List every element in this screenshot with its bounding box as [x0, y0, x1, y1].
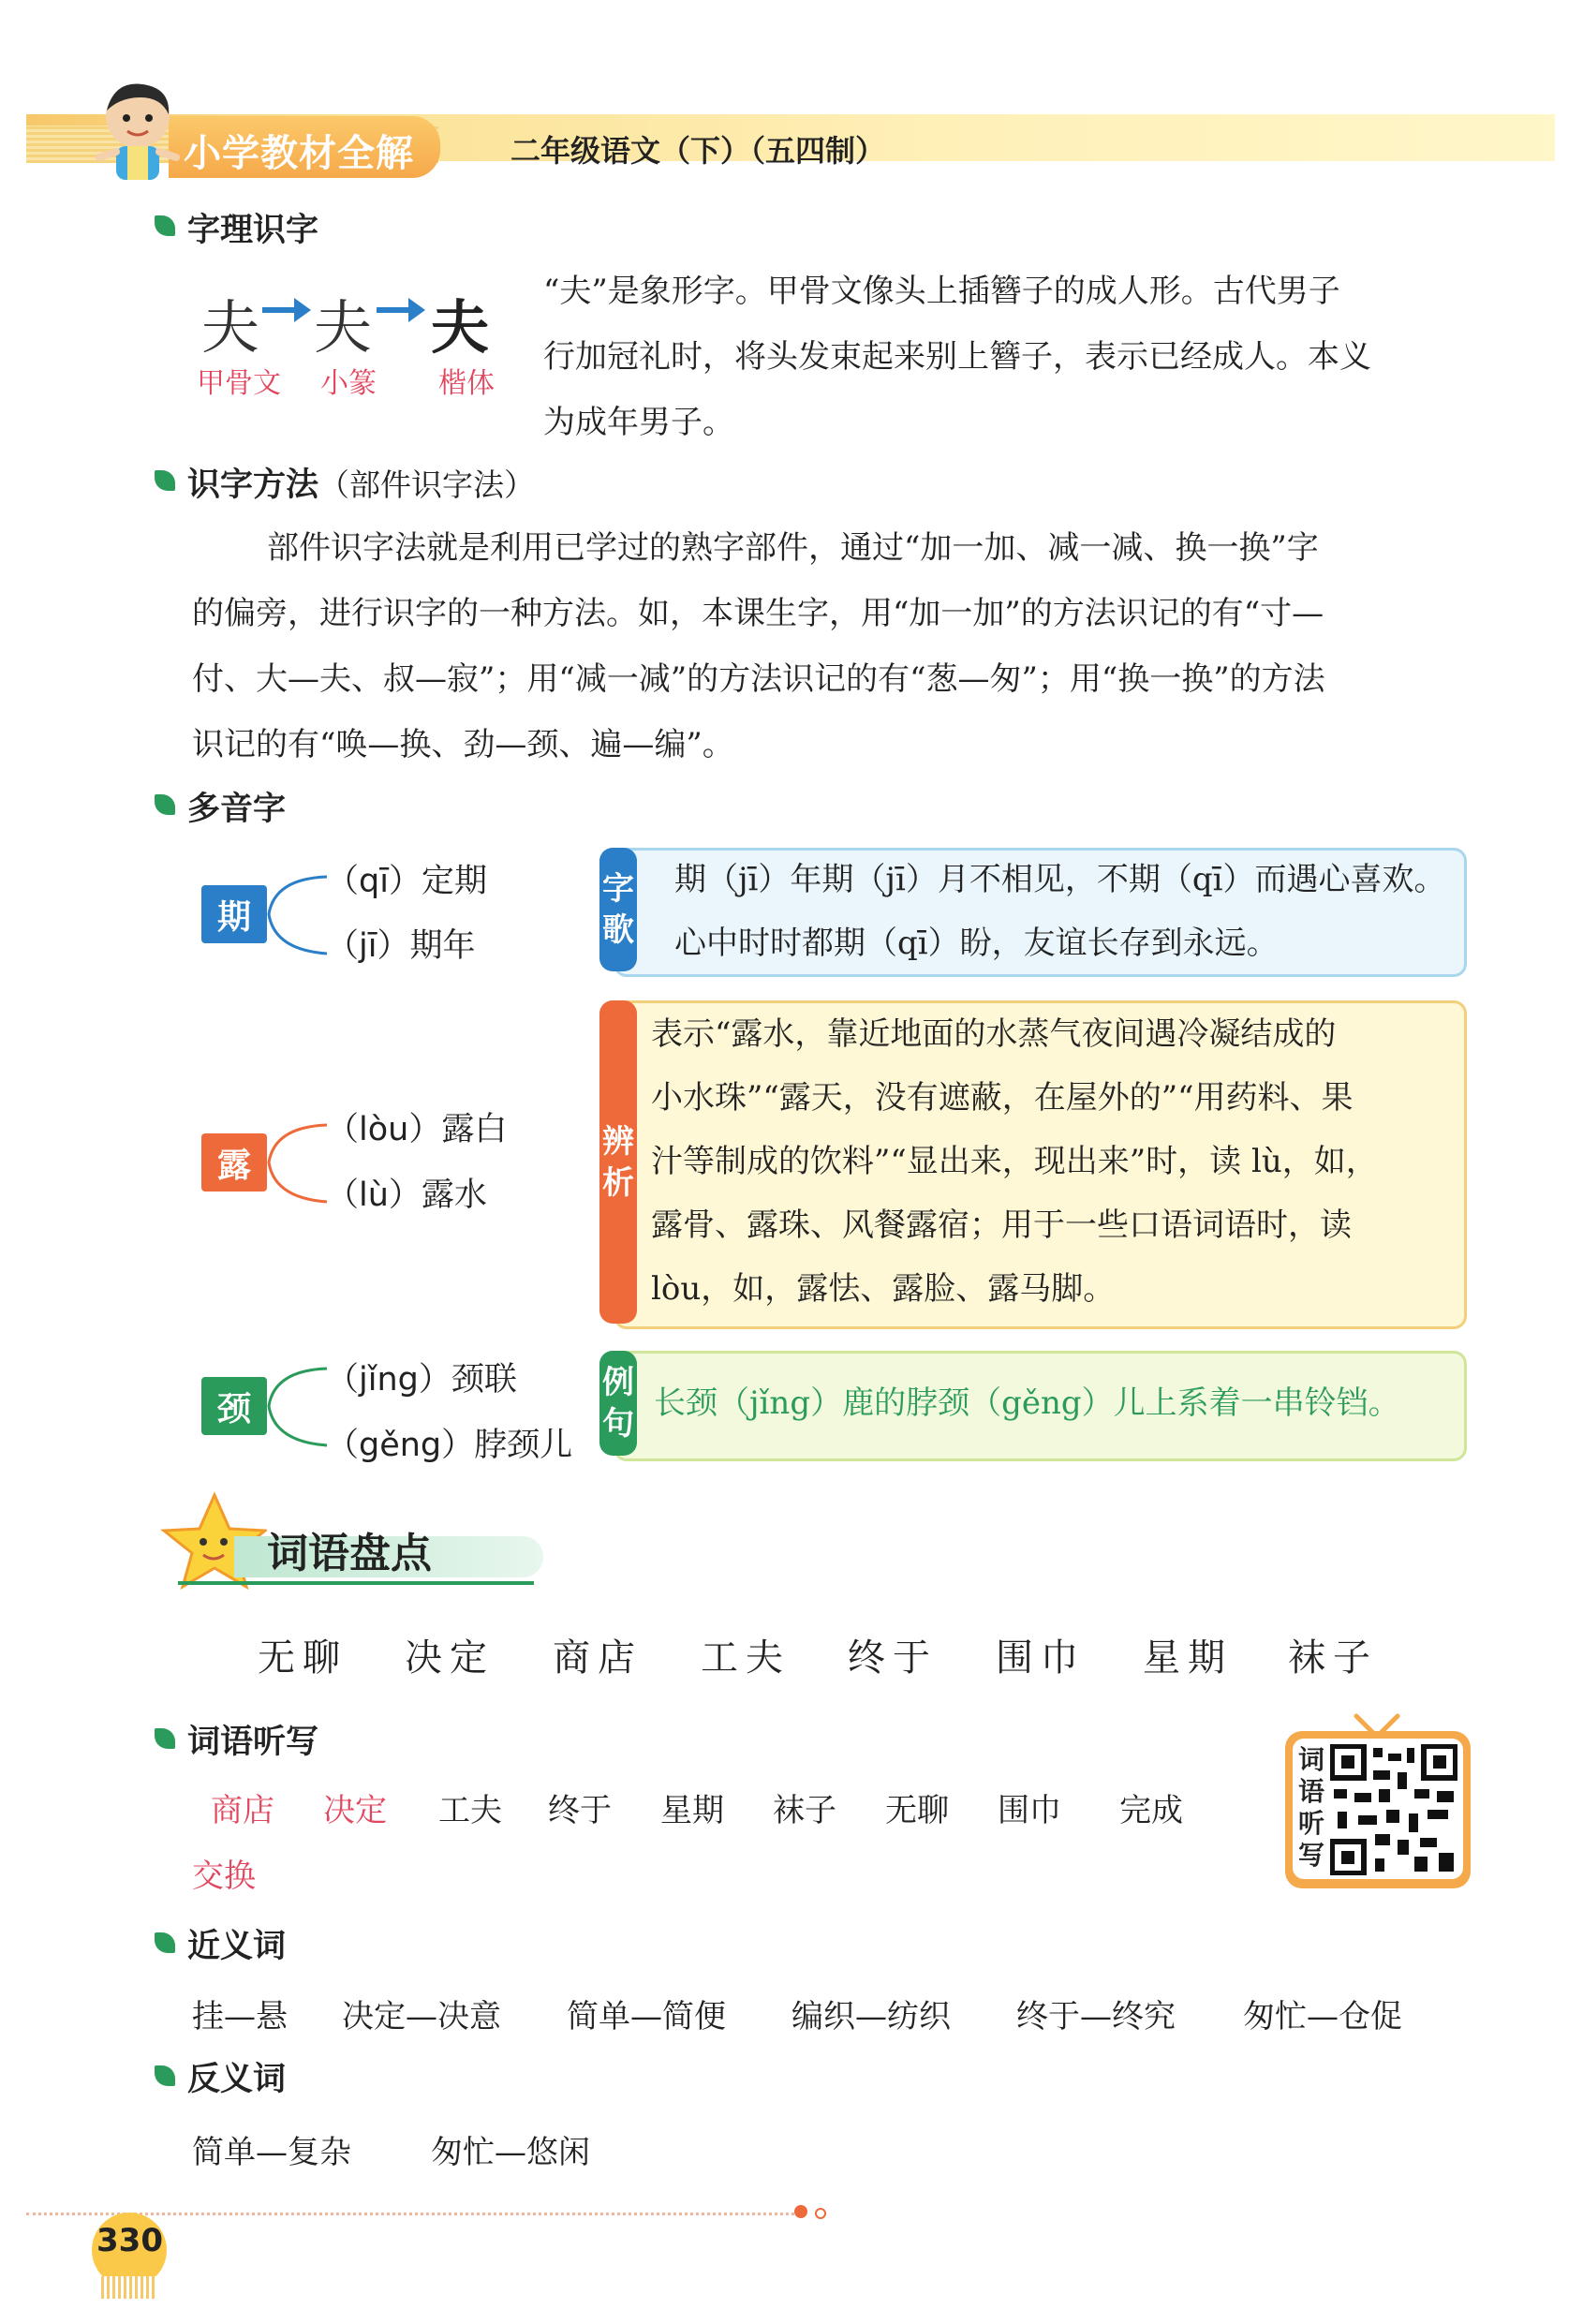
leaf-icon [155, 470, 175, 491]
glyph-evolution [197, 281, 506, 403]
leaf-icon [155, 1932, 175, 1953]
section-heading-synonyms: 近义词 [187, 1928, 287, 1965]
arrow-head-icon [408, 298, 425, 322]
reading-qi-2: （jī）期年 [326, 927, 476, 965]
section-heading-antonyms: 反义词 [187, 2061, 287, 2098]
bracket-icon [265, 871, 331, 960]
tag-char: 字 [602, 870, 634, 908]
section-heading-dictation: 词语听写 [187, 1724, 319, 1761]
dictation-word: 决定 [323, 1792, 387, 1829]
text-line: lòu，如，露怯、露脸、露马脚。 [651, 1270, 1116, 1308]
vocab-word: 决定 [405, 1636, 495, 1680]
synonym-pair: 简单—简便 [567, 1998, 726, 2035]
text-line: 为成年男子。 [543, 404, 734, 441]
example-text: 长颈（jǐng）鹿的脖颈（gěng）儿上系着一串铃铛。 [654, 1384, 1400, 1422]
dictation-word: 终于 [548, 1792, 612, 1829]
song-tag [599, 848, 637, 971]
synonym-pair: 挂—悬 [192, 1998, 288, 2035]
boy-mascot-icon [86, 77, 189, 182]
glyph-kaishu: 夫 [431, 293, 490, 362]
vocab-word: 星期 [1143, 1636, 1233, 1680]
zili-explanation [543, 259, 1489, 455]
label-oracle: 甲骨文 [197, 367, 281, 400]
tag-char: 辨 [602, 1122, 634, 1161]
text-line: 付、大—夫、叔—寂”；用“减一减”的方法识记的有“葱—匆”；用“换一换”的方法 [192, 660, 1325, 698]
antonym-pair: 简单—复杂 [192, 2134, 351, 2171]
glyph-seal: 夫 [314, 293, 373, 362]
leaf-icon [155, 1728, 175, 1749]
synonym-pair: 匆忙—仓促 [1243, 1998, 1402, 2035]
vocab-title: 词语盘点 [267, 1530, 432, 1577]
vocab-word: 围巾 [996, 1636, 1086, 1680]
glyph-oracle: 夫 [201, 293, 260, 362]
vocab-word: 终于 [848, 1636, 938, 1680]
dictation-word: 袜子 [773, 1792, 836, 1829]
tag-char: 歌 [602, 911, 634, 949]
reading-lu-2: （lù）露水 [326, 1177, 487, 1214]
qr-badge[interactable] [1285, 1731, 1471, 1888]
antonym-pair: 匆忙—悠闲 [431, 2134, 590, 2171]
method-paragraph [192, 515, 1494, 777]
dictation-word: 交换 [192, 1858, 256, 1895]
text-line: 期（jī）年期（jī）月不相见，不期（qī）而遇心喜欢。 [674, 861, 1446, 898]
section-heading-method [187, 459, 535, 506]
reading-jing-2: （gěng）脖颈儿 [326, 1427, 573, 1464]
reading-jing-1: （jǐng）颈联 [326, 1361, 517, 1399]
reading-qi-1: （qī）定期 [326, 863, 487, 900]
vocab-word: 商店 [553, 1636, 643, 1680]
text-line: 心中时时都期（qī）盼，友谊长存到永远。 [674, 925, 1279, 962]
poly-char-lu: 露 [201, 1133, 267, 1192]
dictation-word: 工夫 [438, 1792, 502, 1829]
tag-char: 析 [602, 1163, 634, 1202]
text-line: 表示“露水，靠近地面的水蒸气夜间遇冷凝结成的 [651, 1015, 1337, 1053]
footer-stripes [101, 2276, 157, 2299]
label-seal: 小篆 [320, 367, 377, 400]
analysis-text [651, 1002, 1457, 1321]
qr-label: 词语听写 [1298, 1744, 1325, 1871]
section-heading-poly: 多音字 [187, 791, 287, 828]
book-title: 二年级语文（下）（五四制） [510, 133, 886, 169]
dictation-word: 围巾 [998, 1792, 1061, 1829]
leaf-icon [155, 2065, 175, 2086]
synonym-pair: 终于—终究 [1016, 1998, 1176, 2035]
label-kaishu: 楷体 [438, 367, 495, 400]
vocab-word: 工夫 [701, 1636, 791, 1680]
text-line: 露骨、露珠、风餐露宿；用于一些口语词语时，读 [651, 1206, 1352, 1244]
arrow-head-icon [294, 298, 311, 322]
tag-char: 例 [602, 1364, 634, 1401]
bracket-icon [265, 1363, 331, 1452]
dictation-word: 星期 [660, 1792, 724, 1829]
leaf-icon [155, 215, 175, 236]
vocab-word: 无聊 [258, 1636, 348, 1680]
poly-char-jing: 颈 [201, 1377, 267, 1435]
section-heading-zili: 字理识字 [187, 212, 319, 249]
text-line: “夫”是象形字。甲骨文像头上插簪子的成人形。古代男子 [543, 273, 1340, 310]
synonym-pair: 编织—纺织 [792, 1998, 951, 2035]
synonym-pair: 决定—决意 [342, 1998, 501, 2035]
antenna-icon [1349, 1712, 1405, 1735]
title-underline [178, 1581, 534, 1585]
series-title: 小学教材全解 [184, 132, 414, 175]
poly-char-qi: 期 [201, 885, 267, 943]
example-tag [599, 1351, 637, 1456]
heading-note: （部件识字法） [318, 466, 536, 503]
song-text [674, 848, 1452, 975]
qr-code-icon [1330, 1744, 1457, 1875]
reading-lu-1: （lòu）露白 [326, 1111, 508, 1148]
dictation-word: 无聊 [885, 1792, 949, 1829]
text-line: 的偏旁，进行识字的一种方法。如，本课生字，用“加一加”的方法识记的有“寸— [192, 595, 1324, 632]
tag-char: 句 [602, 1405, 634, 1443]
text-line: 部件识字法就是利用已学过的熟字部件，通过“加一加、减一减、换一换”字 [267, 529, 1319, 567]
heading-text: 识字方法 [187, 466, 319, 504]
text-line: 汁等制成的饮料”“显出来，现出来”时，读 lù，如， [651, 1143, 1378, 1180]
analysis-tag [599, 1000, 637, 1324]
footer-dot-icon [794, 2205, 807, 2218]
vocab-word: 袜子 [1288, 1636, 1378, 1680]
dictation-word: 完成 [1119, 1792, 1183, 1829]
page-number: 330 [96, 2222, 163, 2259]
text-line: 识记的有“唤—换、劲—颈、遍—编”。 [192, 726, 734, 763]
leaf-icon [155, 794, 175, 815]
text-line: 行加冠礼时，将头发束起来别上簪子，表示已经成人。本义 [543, 338, 1371, 376]
footer-dot-icon [815, 2208, 826, 2219]
bracket-icon [265, 1119, 331, 1208]
text-line: 小水珠”“露天，没有遮蔽，在屋外的”“用药料、果 [651, 1079, 1354, 1117]
dictation-word: 商店 [211, 1792, 274, 1829]
